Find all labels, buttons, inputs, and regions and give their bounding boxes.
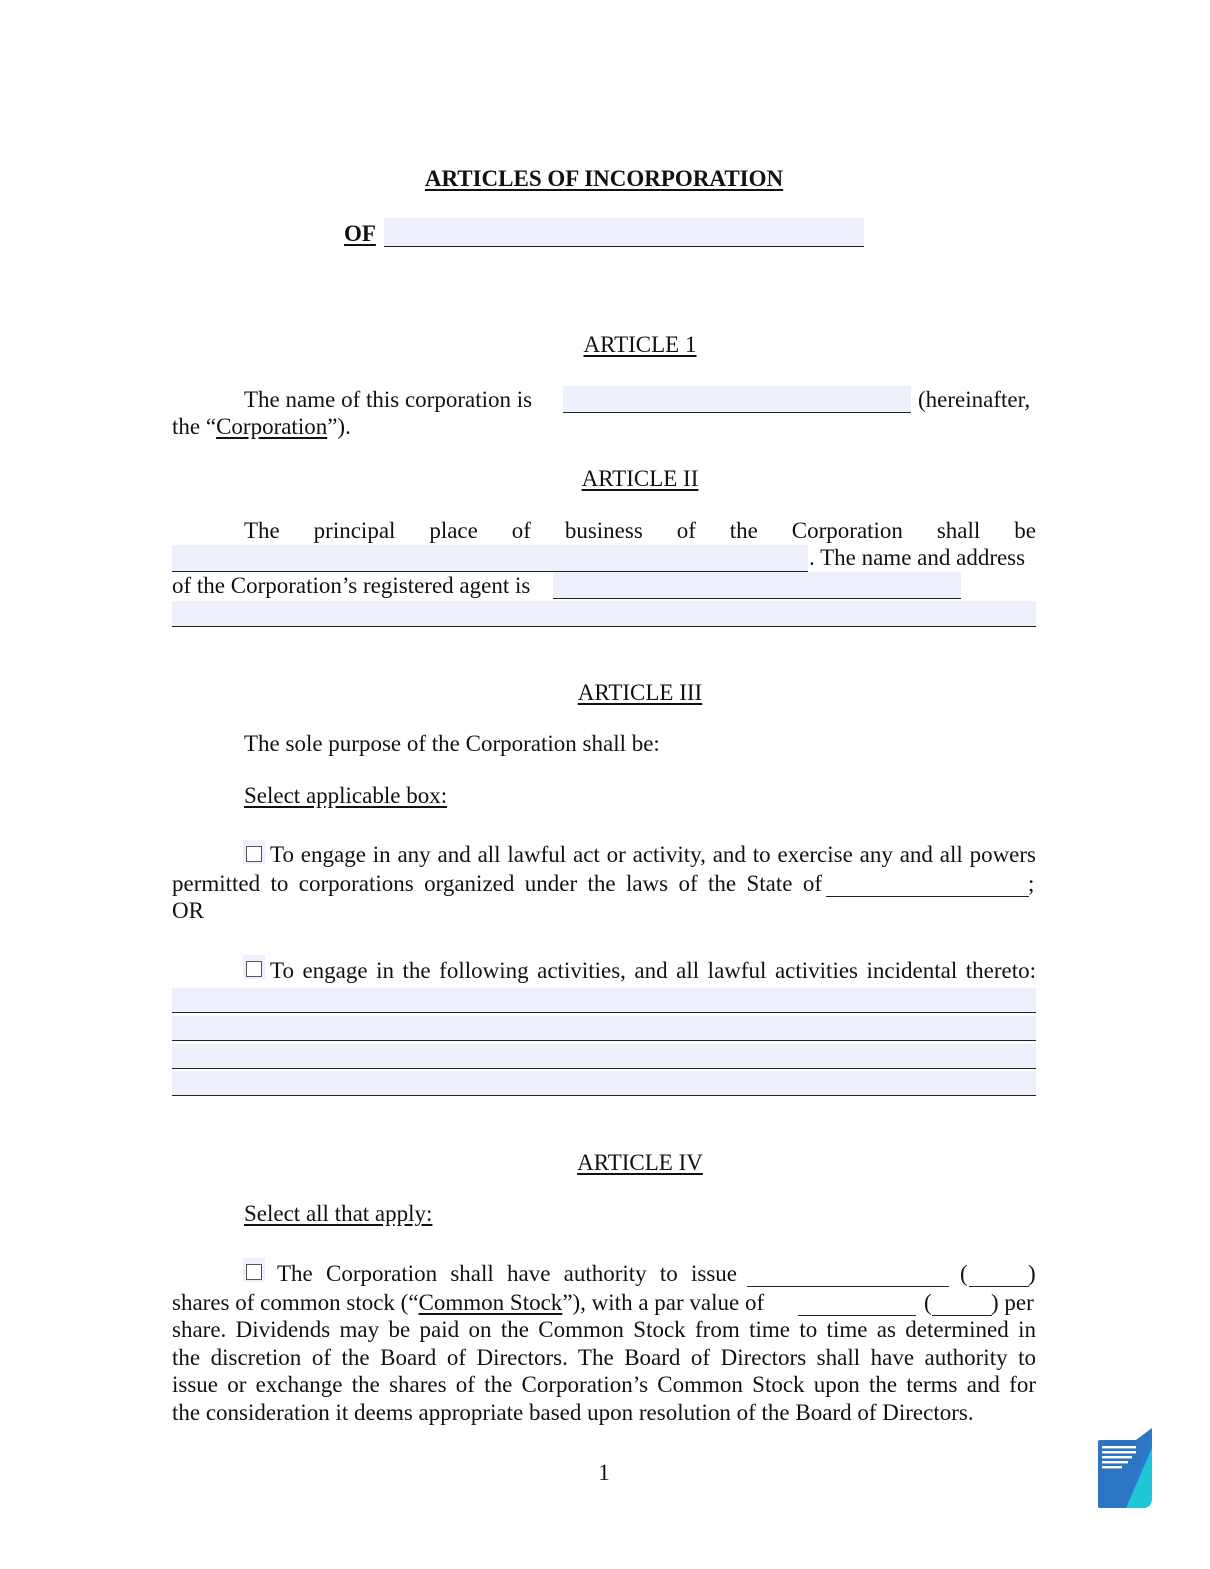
purpose-any-lawful-checkbox[interactable]	[246, 846, 262, 862]
word: of	[676, 518, 696, 543]
shares-words-field[interactable]	[747, 1260, 949, 1287]
article-2-line1	[244, 517, 1036, 545]
corporation-name-field-title[interactable]	[384, 218, 864, 247]
principal-place-field[interactable]	[172, 545, 808, 572]
activities-field-line-4[interactable]	[172, 1071, 1036, 1096]
par-value-words-field[interactable]	[798, 1289, 916, 1316]
article-1-line2	[172, 413, 351, 441]
page-number: 1	[598, 1460, 610, 1485]
of-label: OF	[344, 221, 376, 246]
activities-field-line-3[interactable]	[172, 1044, 1036, 1069]
word: of	[511, 518, 531, 543]
word: be	[1014, 518, 1036, 543]
shares-number-field[interactable]	[969, 1260, 1029, 1287]
or-label: OR	[172, 898, 204, 923]
corporation-defined-term: Corporation	[216, 414, 328, 439]
word: business	[564, 518, 643, 543]
article-2-line3-text: of the Corporation’s registered agent is	[172, 573, 531, 598]
common-stock-checkbox[interactable]	[246, 1264, 262, 1280]
par-value-number-field[interactable]	[932, 1289, 992, 1316]
word: Corporation	[791, 518, 903, 543]
article-4-heading: ARTICLE IV	[577, 1150, 703, 1175]
article-4-line2-end: ) per	[991, 1290, 1034, 1315]
registered-agent-address-field[interactable]	[172, 601, 1036, 627]
article-4-line3: share. Dividends may be paid on the Common Stock from time to time as determined in	[172, 1317, 1036, 1342]
article-3-heading: ARTICLE III	[577, 680, 703, 705]
word: place	[429, 518, 478, 543]
purpose-following-activities-checkbox[interactable]	[246, 961, 262, 977]
article-3-option1-line2: permitted to corporations organized under the laws of the State of	[172, 871, 822, 896]
paren-open-2: (	[924, 1290, 932, 1315]
article-1-line1-text: The name of this corporation is	[244, 387, 533, 412]
article-2-line2-end: . The name and address	[809, 545, 1026, 570]
activities-field-line-1[interactable]	[172, 988, 1036, 1013]
article-4-select-label: Select all that apply:	[244, 1201, 433, 1226]
paren-open: (	[960, 1261, 968, 1286]
registered-agent-field[interactable]	[553, 572, 961, 599]
article-3-option2-line1: To engage in the following activities, and all lawful activities incidental thereto:	[270, 958, 1036, 983]
article-3-option1-semicolon: ;	[1028, 871, 1035, 896]
article-3-select-label: Select applicable box:	[244, 783, 448, 808]
state-of-field[interactable]	[826, 870, 1029, 897]
document-title: ARTICLES OF INCORPORATION	[424, 166, 784, 191]
word: the	[729, 518, 758, 543]
word: The	[244, 518, 280, 543]
article-4-line1-text: The Corporation shall have authority to issue	[277, 1261, 737, 1286]
article-1-heading: ARTICLE 1	[583, 332, 697, 357]
article-4-line2	[172, 1289, 764, 1317]
article-4-line2-mid: ”), with a par value of	[562, 1290, 765, 1315]
word: shall	[936, 518, 981, 543]
article-1-line2-start: the “	[172, 414, 217, 439]
article-4-line6: the consideration it deems appropriate based upon resolution of the Board of Directors.	[172, 1400, 974, 1425]
common-stock-defined-term: Common Stock	[418, 1290, 563, 1315]
article-3-purpose: The sole purpose of the Corporation shall be:	[244, 731, 660, 756]
word: principal	[313, 518, 396, 543]
article-4-line4: the discretion of the Board of Directors. The Board of Directors shall have authority to	[172, 1345, 1036, 1370]
activities-field-line-2[interactable]	[172, 1016, 1036, 1041]
paren-close: )	[1028, 1261, 1036, 1286]
article-3-option1-line1: To engage in any and all lawful act or activity, and to exercise any and all powers	[270, 842, 1036, 867]
corporation-name-field[interactable]	[563, 386, 911, 413]
article-2-heading: ARTICLE II	[581, 466, 699, 491]
article-1-line2-end: ”).	[327, 414, 351, 439]
document-logo-icon	[1096, 1428, 1152, 1510]
article-4-line2-start: shares of common stock (“	[172, 1290, 419, 1315]
article-4-line5: issue or exchange the shares of the Corporation’s Common Stock upon the terms and for	[172, 1372, 1036, 1397]
article-1-hereinafter: (hereinafter,	[918, 387, 1031, 412]
